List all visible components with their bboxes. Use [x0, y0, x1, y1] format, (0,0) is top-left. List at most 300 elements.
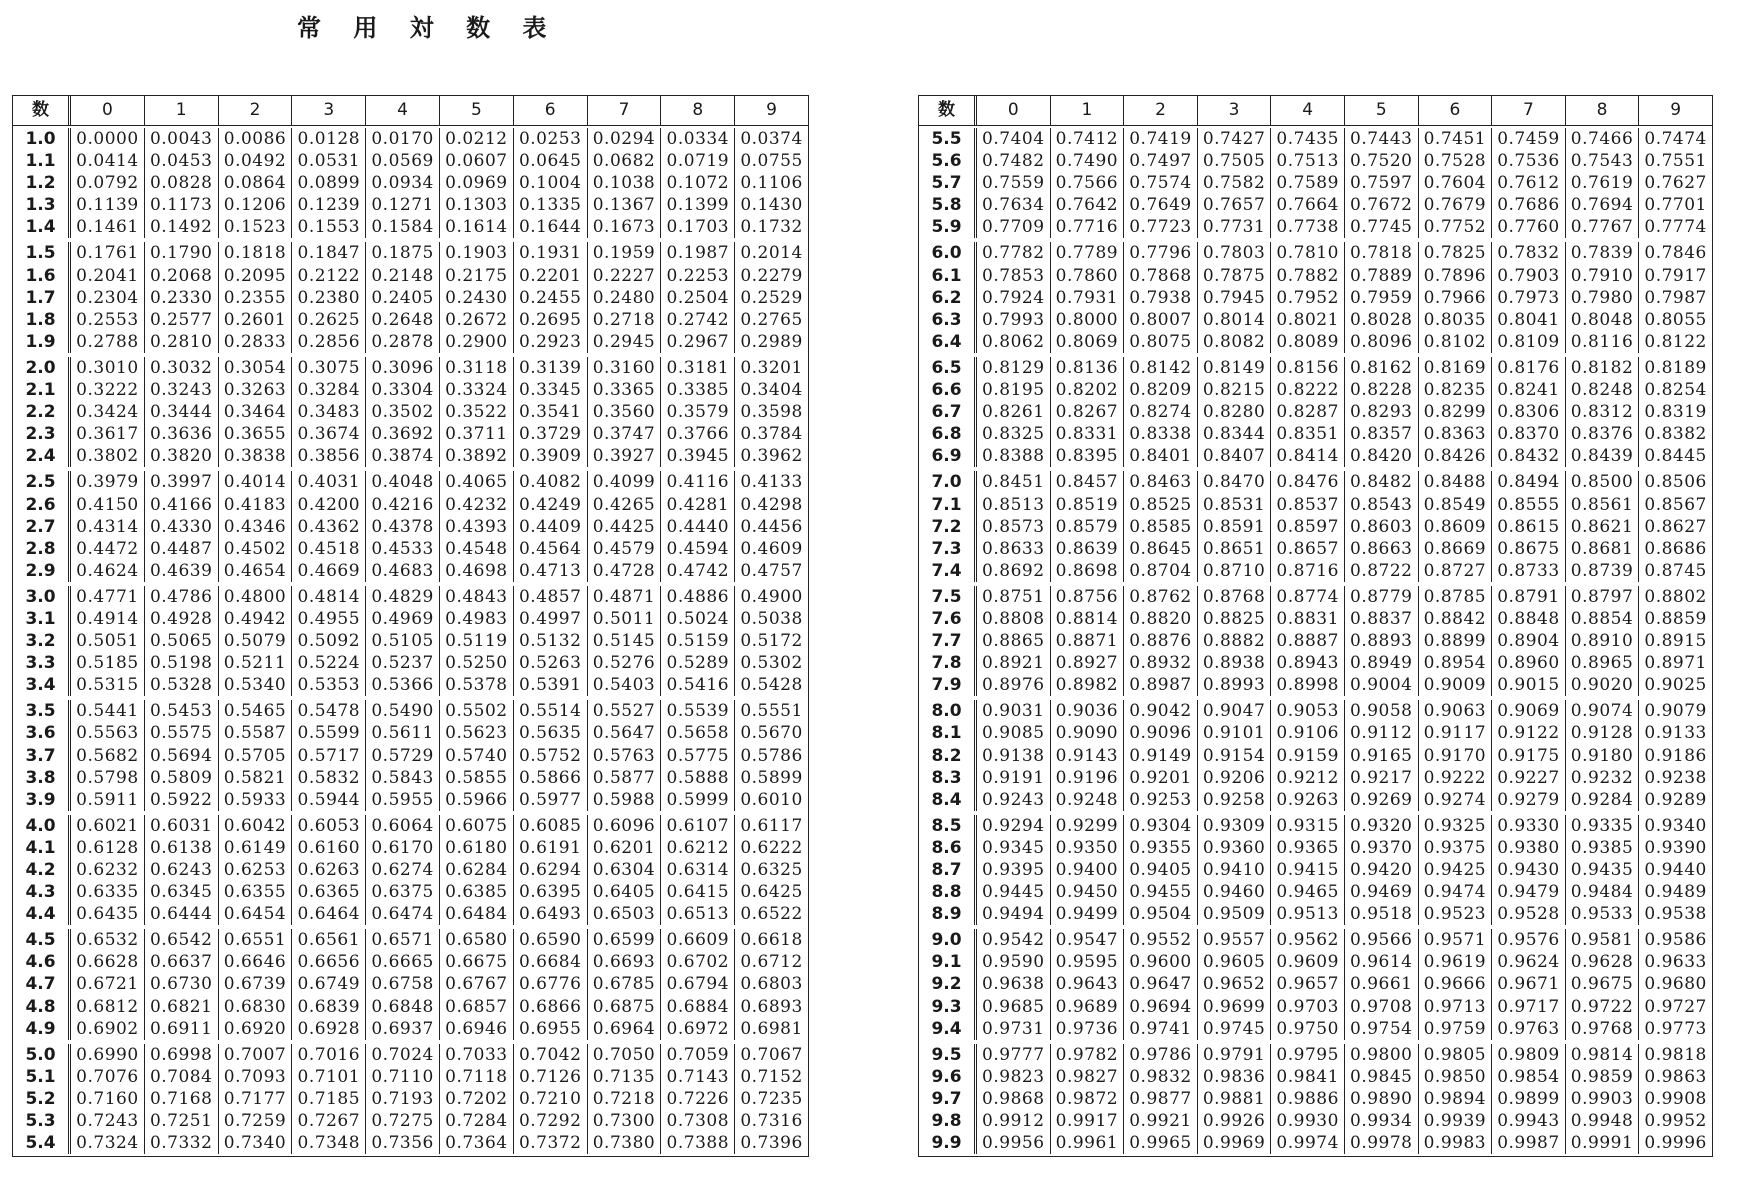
log-value: 0.7259 [218, 1110, 292, 1132]
log-value: 0.8439 [1565, 445, 1639, 467]
log-value: 0.7882 [1270, 265, 1344, 287]
log-value: 0.8976 [982, 675, 1045, 696]
log-value: 0.5391 [513, 674, 587, 696]
log-value: 0.8762 [1123, 586, 1197, 608]
log-value: 0.9657 [1270, 973, 1344, 995]
table-row [13, 700, 808, 722]
log-value: 0.8710 [1197, 560, 1271, 582]
log-value: 0.7723 [1123, 216, 1197, 238]
table-row [13, 423, 808, 445]
log-value: 0.2175 [439, 265, 513, 287]
row-group [919, 126, 1712, 240]
log-value: 0.9128 [1565, 722, 1639, 744]
log-value: 0.4594 [660, 538, 734, 560]
row-number: 3.7 [13, 745, 71, 767]
log-value: 0.3598 [734, 401, 808, 423]
log-value: 0.9299 [1050, 815, 1124, 837]
log-value: 0.7292 [513, 1110, 587, 1132]
log-value: 0.8739 [1565, 560, 1639, 582]
log-value: 0.5740 [439, 745, 513, 767]
log-value: 0.7308 [660, 1110, 734, 1132]
row-number: 9.6 [919, 1066, 977, 1088]
log-value: 0.9763 [1491, 1018, 1565, 1040]
log-value: 0.7767 [1565, 216, 1639, 238]
log-value: 0.6314 [660, 859, 734, 881]
log-value: 0.3243 [144, 379, 218, 401]
log-value: 0.5977 [513, 789, 587, 811]
log-value: 0.7202 [439, 1088, 513, 1110]
log-value: 0.6702 [660, 951, 734, 973]
log-value: 0.5502 [439, 700, 513, 722]
log-value: 0.3483 [291, 401, 365, 423]
log-value: 0.4031 [291, 471, 365, 493]
row-number: 9.2 [919, 973, 977, 995]
log-value: 0.8035 [1418, 309, 1492, 331]
log-value: 0.6222 [734, 837, 808, 859]
log-value: 0.9845 [1344, 1066, 1418, 1088]
log-value: 0.2601 [218, 309, 292, 331]
log-value: 0.6160 [291, 837, 365, 859]
log-value: 0.6355 [218, 881, 292, 903]
row-group [13, 1042, 808, 1156]
log-value: 0.4786 [144, 586, 218, 608]
log-value: 0.4928 [144, 608, 218, 630]
log-value: 0.5490 [365, 700, 439, 722]
log-value: 0.4955 [291, 608, 365, 630]
log-value: 0.9974 [1270, 1132, 1344, 1154]
log-value: 0.9284 [1565, 789, 1639, 811]
log-value: 0.2148 [365, 265, 439, 287]
log-value: 0.8432 [1491, 445, 1565, 467]
log-value: 0.6117 [734, 815, 808, 837]
table-row [13, 172, 808, 194]
table-row [919, 903, 1712, 925]
log-value: 0.7738 [1270, 216, 1344, 238]
log-value: 0.8727 [1418, 560, 1492, 582]
log-value: 0.7701 [1638, 194, 1712, 216]
log-value: 0.1461 [76, 217, 139, 238]
log-value: 0.5888 [660, 767, 734, 789]
row-number: 6.3 [919, 309, 977, 331]
log-value: 0.8733 [1491, 560, 1565, 582]
log-value: 0.6503 [587, 903, 661, 925]
log-value: 0.9238 [1638, 767, 1712, 789]
log-value: 0.3579 [660, 401, 734, 423]
log-value: 0.9717 [1491, 996, 1565, 1018]
log-value: 0.8299 [1418, 401, 1492, 423]
table-row [919, 1018, 1712, 1040]
log-value: 0.6767 [439, 973, 513, 995]
log-value: 0.5899 [734, 767, 808, 789]
row-number: 3.2 [13, 630, 71, 652]
log-value: 0.6857 [439, 996, 513, 1018]
log-value: 0.8325 [982, 424, 1045, 445]
log-value: 0.7300 [587, 1110, 661, 1132]
log-value: 0.9605 [1197, 951, 1271, 973]
header-digit: 0 [1007, 100, 1019, 120]
log-value: 0.9877 [1123, 1088, 1197, 1110]
log-value: 0.7627 [1638, 172, 1712, 194]
log-value: 0.7952 [1270, 287, 1344, 309]
table-row [919, 309, 1712, 331]
log-value: 0.9090 [1050, 722, 1124, 744]
log-value: 0.5658 [660, 722, 734, 744]
log-value: 0.9952 [1638, 1110, 1712, 1132]
row-group [13, 584, 808, 698]
row-number: 6.0 [919, 242, 977, 264]
log-value: 0.6599 [587, 929, 661, 951]
log-value: 0.6031 [144, 815, 218, 837]
log-value: 0.2788 [76, 331, 139, 352]
table-row [919, 560, 1712, 582]
log-value: 0.3345 [513, 379, 587, 401]
log-value: 0.4281 [660, 494, 734, 516]
log-value: 0.5922 [144, 789, 218, 811]
log-value: 0.5599 [291, 722, 365, 744]
log-value: 0.6484 [439, 903, 513, 925]
log-value: 0.4014 [218, 471, 292, 493]
log-value: 0.9552 [1123, 929, 1197, 951]
log-value: 0.3032 [144, 357, 218, 379]
row-number: 7.6 [919, 608, 977, 630]
log-value: 0.8401 [1123, 445, 1197, 467]
log-value: 0.8820 [1123, 608, 1197, 630]
log-value: 0.0128 [291, 128, 365, 150]
log-value: 0.3365 [587, 379, 661, 401]
log-value: 0.6075 [439, 815, 513, 837]
log-value: 0.0934 [365, 172, 439, 194]
log-value: 0.8122 [1638, 331, 1712, 353]
table-row [919, 608, 1712, 630]
log-value: 0.0828 [144, 172, 218, 194]
log-value: 0.7404 [982, 129, 1045, 149]
table-row [13, 903, 808, 925]
log-value: 0.2742 [660, 309, 734, 331]
row-number: 9.0 [919, 929, 977, 951]
log-value: 0.9304 [1123, 815, 1197, 837]
log-value: 0.8854 [1565, 608, 1639, 630]
log-value: 0.7497 [1123, 150, 1197, 172]
log-value: 0.7589 [1270, 172, 1344, 194]
table-row [13, 287, 808, 309]
table-row [13, 1018, 808, 1040]
log-value: 0.6454 [218, 903, 292, 925]
log-value: 0.8842 [1418, 608, 1492, 630]
log-value: 0.9633 [1638, 951, 1712, 973]
log-value: 0.1303 [439, 194, 513, 216]
log-value: 0.7185 [291, 1088, 365, 1110]
log-value: 0.6884 [660, 996, 734, 1018]
table-row [919, 881, 1712, 903]
log-value: 0.6628 [76, 952, 139, 973]
log-value: 0.7520 [1344, 150, 1418, 172]
log-value: 0.7832 [1491, 242, 1565, 264]
log-value: 0.9571 [1418, 929, 1492, 951]
log-value: 0.0864 [218, 172, 292, 194]
log-value: 0.6085 [513, 815, 587, 837]
table-row [919, 471, 1712, 493]
log-value: 0.5832 [291, 767, 365, 789]
log-value: 0.4698 [439, 560, 513, 582]
table-row [919, 1066, 1712, 1088]
log-value: 0.8669 [1418, 538, 1492, 560]
log-value: 0.9004 [1344, 674, 1418, 696]
log-value: 0.2455 [513, 287, 587, 309]
log-value: 0.8938 [1197, 652, 1271, 674]
log-value: 0.9948 [1565, 1110, 1639, 1132]
log-value: 0.7924 [982, 287, 1045, 308]
log-value: 0.7536 [1491, 150, 1565, 172]
log-value: 0.6021 [76, 815, 139, 836]
table-row [919, 538, 1712, 560]
log-value: 0.3820 [144, 445, 218, 467]
log-value: 0.5105 [365, 630, 439, 652]
log-value: 0.8470 [1197, 471, 1271, 493]
log-value: 0.9991 [1565, 1132, 1639, 1154]
log-value: 0.1847 [291, 242, 365, 264]
table-row [919, 630, 1712, 652]
log-value: 0.5763 [587, 745, 661, 767]
log-value: 0.2695 [513, 309, 587, 331]
log-value: 0.8129 [982, 357, 1045, 378]
log-value: 0.7810 [1270, 242, 1344, 264]
log-value: 0.5775 [660, 745, 734, 767]
log-value: 0.5051 [76, 631, 139, 652]
log-value: 0.6875 [587, 996, 661, 1018]
header-digit: 3 [1197, 96, 1271, 125]
log-value: 0.3139 [513, 357, 587, 379]
log-value: 0.9628 [1565, 951, 1639, 973]
log-value: 0.8585 [1123, 516, 1197, 538]
log-value: 0.9340 [1638, 815, 1712, 837]
log-value: 0.4757 [734, 560, 808, 582]
log-value: 0.6590 [513, 929, 587, 951]
log-value: 0.9474 [1418, 881, 1492, 903]
log-value: 0.7267 [291, 1110, 365, 1132]
table-row [919, 331, 1712, 353]
table-row [13, 445, 808, 467]
log-value: 0.7528 [1418, 150, 1492, 172]
row-number: 9.4 [919, 1018, 977, 1040]
log-value: 0.1239 [291, 194, 365, 216]
log-value: 0.1367 [587, 194, 661, 216]
log-value: 0.3010 [76, 357, 139, 378]
log-value: 0.7143 [660, 1066, 734, 1088]
log-value: 0.9943 [1491, 1110, 1565, 1132]
log-value: 0.9795 [1270, 1044, 1344, 1066]
log-value: 0.8156 [1270, 357, 1344, 379]
log-value: 0.8274 [1123, 401, 1197, 423]
log-value: 0.7818 [1344, 242, 1418, 264]
log-value: 0.7910 [1565, 265, 1639, 287]
log-value: 0.3784 [734, 423, 808, 445]
log-value: 0.4900 [734, 586, 808, 608]
log-value: 0.7218 [587, 1088, 661, 1110]
log-value: 0.7364 [439, 1132, 513, 1154]
row-number: 3.4 [13, 674, 71, 696]
row-number: 2.2 [13, 401, 71, 423]
table-row [919, 265, 1712, 287]
row-number: 4.9 [13, 1018, 71, 1040]
row-number: 5.2 [13, 1088, 71, 1110]
log-value: 0.8426 [1418, 445, 1492, 467]
log-value: 0.6730 [144, 973, 218, 995]
log-value: 0.9504 [1123, 903, 1197, 925]
table-row [919, 379, 1712, 401]
row-group [919, 813, 1712, 927]
log-value: 0.9782 [1050, 1044, 1124, 1066]
log-value: 0.9872 [1050, 1088, 1124, 1110]
log-value: 0.8549 [1418, 494, 1492, 516]
log-value: 0.9420 [1344, 859, 1418, 881]
log-value: 0.0645 [513, 150, 587, 172]
table-row [13, 608, 808, 630]
log-value: 0.8704 [1123, 560, 1197, 582]
log-value: 0.3075 [291, 357, 365, 379]
log-value: 0.6618 [734, 929, 808, 951]
log-value: 0.9800 [1344, 1044, 1418, 1066]
log-value: 0.9400 [1050, 859, 1124, 881]
log-value: 0.8899 [1418, 630, 1492, 652]
table-row [13, 194, 808, 216]
log-value: 0.0792 [76, 173, 139, 194]
log-value: 0.7917 [1638, 265, 1712, 287]
log-value: 0.6201 [587, 837, 661, 859]
log-value: 0.8351 [1270, 423, 1344, 445]
log-value: 0.5623 [439, 722, 513, 744]
table-row [13, 1066, 808, 1088]
log-value: 0.6464 [291, 903, 365, 925]
log-value: 0.6107 [660, 815, 734, 837]
log-value: 0.8338 [1123, 423, 1197, 445]
log-value: 0.8639 [1050, 538, 1124, 560]
log-value: 0.2672 [439, 309, 513, 331]
table-row [919, 445, 1712, 467]
log-value: 0.8745 [1638, 560, 1712, 582]
log-value: 0.9385 [1565, 837, 1639, 859]
row-number: 3.5 [13, 700, 71, 722]
log-value: 0.9557 [1197, 929, 1271, 951]
log-value: 0.1903 [439, 242, 513, 264]
log-value: 0.6474 [365, 903, 439, 925]
log-value: 0.6096 [587, 815, 661, 837]
row-group [919, 584, 1712, 698]
log-value: 0.8675 [1491, 538, 1565, 560]
log-value: 0.4425 [587, 516, 661, 538]
log-value: 0.8312 [1565, 401, 1639, 423]
log-value: 0.9096 [1123, 722, 1197, 744]
log-value: 0.2718 [587, 309, 661, 331]
log-value: 0.6920 [218, 1018, 292, 1040]
log-value: 0.8000 [1050, 309, 1124, 331]
log-value: 0.6253 [218, 859, 292, 881]
log-value: 0.9350 [1050, 837, 1124, 859]
log-value: 0.8261 [982, 402, 1045, 423]
log-value: 0.6893 [734, 996, 808, 1018]
log-value: 0.8791 [1491, 586, 1565, 608]
log-value: 0.7619 [1565, 172, 1639, 194]
row-number: 1.4 [13, 216, 71, 238]
log-value: 0.5682 [76, 745, 139, 766]
row-number: 6.5 [919, 357, 977, 379]
log-value: 0.3201 [734, 357, 808, 379]
log-value: 0.6405 [587, 881, 661, 903]
log-value: 0.7672 [1344, 194, 1418, 216]
log-value: 0.7388 [660, 1132, 734, 1154]
log-value: 0.7574 [1123, 172, 1197, 194]
log-value: 0.5038 [734, 608, 808, 630]
log-value: 0.9595 [1050, 951, 1124, 973]
log-value: 0.6721 [76, 974, 139, 995]
log-value: 0.4378 [365, 516, 439, 538]
log-value: 0.0969 [439, 172, 513, 194]
log-value: 0.6937 [365, 1018, 439, 1040]
log-value: 0.9499 [1050, 903, 1124, 925]
log-value: 0.7118 [439, 1066, 513, 1088]
log-value: 0.5263 [513, 652, 587, 674]
log-value: 0.9186 [1638, 745, 1712, 767]
log-value: 0.8865 [982, 631, 1045, 652]
log-value: 0.8814 [1050, 608, 1124, 630]
log-value: 0.9903 [1565, 1088, 1639, 1110]
log-value: 0.0374 [734, 128, 808, 150]
log-value: 0.7340 [218, 1132, 292, 1154]
table-row [919, 1044, 1712, 1066]
log-value: 0.3945 [660, 445, 734, 467]
log-value: 0.4099 [587, 471, 661, 493]
log-value: 0.9638 [982, 974, 1045, 995]
log-value: 0.1790 [144, 242, 218, 264]
log-value: 0.4609 [734, 538, 808, 560]
log-value: 0.7839 [1565, 242, 1639, 264]
log-value: 0.9015 [1491, 674, 1565, 696]
log-value: 0.7348 [291, 1132, 365, 1154]
log-value: 0.8363 [1418, 423, 1492, 445]
log-value: 0.5185 [76, 653, 139, 674]
row-number: 7.3 [919, 538, 977, 560]
row-number: 5.7 [919, 172, 977, 194]
log-value: 0.9435 [1565, 859, 1639, 881]
row-number: 2.0 [13, 357, 71, 379]
log-value: 0.4814 [291, 586, 365, 608]
log-value: 0.9823 [982, 1066, 1045, 1087]
row-number: 1.8 [13, 309, 71, 331]
log-value: 0.4472 [76, 538, 139, 559]
log-value: 0.2625 [291, 309, 365, 331]
log-value: 0.9713 [1418, 996, 1492, 1018]
row-number: 9.5 [919, 1044, 977, 1066]
log-value: 0.9890 [1344, 1088, 1418, 1110]
log-value: 0.4150 [76, 494, 139, 515]
table-row [13, 996, 808, 1018]
log-value: 0.0294 [587, 128, 661, 150]
row-number: 1.6 [13, 265, 71, 287]
log-value: 0.7649 [1123, 194, 1197, 216]
log-value: 0.0531 [291, 150, 365, 172]
log-value: 0.7612 [1491, 172, 1565, 194]
log-value: 0.8388 [982, 446, 1045, 467]
log-value: 0.9969 [1197, 1132, 1271, 1154]
log-value: 0.8949 [1344, 652, 1418, 674]
log-value: 0.7067 [734, 1044, 808, 1066]
log-value: 0.2405 [365, 287, 439, 309]
row-number: 5.4 [13, 1132, 71, 1154]
log-value: 0.0755 [734, 150, 808, 172]
log-value: 0.7987 [1638, 287, 1712, 309]
header-num-label: 数 [919, 96, 977, 125]
table-row [13, 494, 808, 516]
log-value: 0.6866 [513, 996, 587, 1018]
